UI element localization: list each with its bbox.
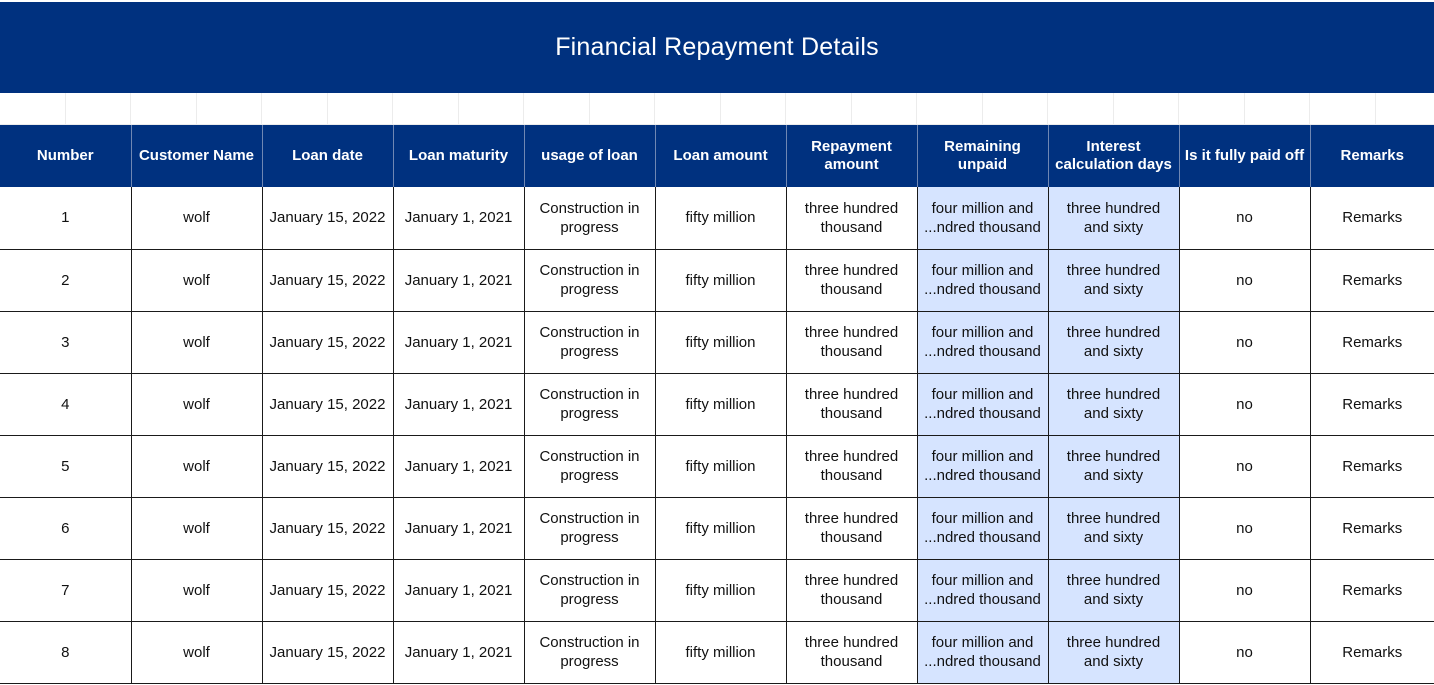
empty-cell[interactable]: [1376, 93, 1434, 125]
cell-loan-amount[interactable]: fifty million: [655, 373, 786, 435]
header-number[interactable]: Number: [0, 125, 131, 187]
cell-remarks[interactable]: Remarks: [1310, 373, 1434, 435]
cell-loan-amount[interactable]: fifty million: [655, 435, 786, 497]
empty-cell[interactable]: [655, 93, 721, 125]
cell-customer-name[interactable]: wolf: [131, 435, 262, 497]
cell-loan-date[interactable]: January 15, 2022: [262, 621, 393, 683]
remaining-unpaid-line-2: ...ndred thousand: [924, 405, 1041, 422]
cell-remarks[interactable]: Remarks: [1310, 435, 1434, 497]
header-remarks[interactable]: Remarks: [1310, 125, 1434, 187]
page-title: Financial Repayment Details: [555, 33, 879, 61]
cell-loan-maturity[interactable]: January 1, 2021: [393, 435, 524, 497]
table-row: [0, 435, 1434, 497]
remaining-unpaid-line-1: four million and: [931, 199, 1034, 217]
cell-usage-of-loan[interactable]: Construction in progress: [524, 559, 655, 621]
cell-repayment-amount[interactable]: three hundred thousand: [786, 187, 917, 249]
cell-usage-of-loan[interactable]: Construction in progress: [524, 497, 655, 559]
header-usage-of-loan[interactable]: usage of loan: [524, 125, 655, 187]
cell-number[interactable]: 3: [0, 311, 131, 373]
cell-loan-maturity[interactable]: January 1, 2021: [393, 373, 524, 435]
cell-remaining-unpaid[interactable]: [917, 311, 1048, 373]
cell-usage-of-loan[interactable]: Construction in progress: [524, 621, 655, 683]
header-remaining-unpaid[interactable]: Remaining unpaid: [917, 125, 1048, 187]
empty-cell[interactable]: [786, 93, 852, 125]
table-body: [0, 187, 1434, 683]
cell-customer-name[interactable]: wolf: [131, 311, 262, 373]
cell-repayment-amount[interactable]: three hundred thousand: [786, 435, 917, 497]
cell-interest-days[interactable]: three hundred and sixty: [1048, 373, 1179, 435]
cell-loan-date[interactable]: January 15, 2022: [262, 559, 393, 621]
remaining-unpaid-line-2: ...ndred thousand: [924, 653, 1041, 670]
cell-fully-paid-off[interactable]: no: [1179, 621, 1310, 683]
header-customer-name[interactable]: Customer Name: [131, 125, 262, 187]
empty-spacer-row[interactable]: [0, 93, 1434, 125]
cell-customer-name[interactable]: wolf: [131, 559, 262, 621]
cell-fully-paid-off[interactable]: no: [1179, 435, 1310, 497]
empty-cell[interactable]: [328, 93, 394, 125]
empty-cell[interactable]: [131, 93, 197, 125]
empty-cell[interactable]: [1048, 93, 1114, 125]
cell-remaining-unpaid[interactable]: [917, 187, 1048, 249]
cell-remaining-unpaid[interactable]: [917, 621, 1048, 683]
empty-cell[interactable]: [1179, 93, 1245, 125]
table-row: [0, 621, 1434, 683]
cell-interest-days[interactable]: three hundred and sixty: [1048, 497, 1179, 559]
cell-fully-paid-off[interactable]: no: [1179, 373, 1310, 435]
cell-customer-name[interactable]: wolf: [131, 497, 262, 559]
cell-loan-date[interactable]: January 15, 2022: [262, 187, 393, 249]
cell-fully-paid-off[interactable]: no: [1179, 559, 1310, 621]
cell-remarks[interactable]: Remarks: [1310, 559, 1434, 621]
cell-interest-days[interactable]: three hundred and sixty: [1048, 559, 1179, 621]
cell-remaining-unpaid[interactable]: [917, 249, 1048, 311]
cell-loan-amount[interactable]: fifty million: [655, 621, 786, 683]
cell-loan-date[interactable]: January 15, 2022: [262, 373, 393, 435]
cell-loan-amount[interactable]: fifty million: [655, 497, 786, 559]
cell-loan-maturity[interactable]: January 1, 2021: [393, 187, 524, 249]
cell-loan-amount[interactable]: fifty million: [655, 249, 786, 311]
cell-number[interactable]: 4: [0, 373, 131, 435]
repayment-table: [0, 125, 1434, 684]
empty-cell[interactable]: [262, 93, 328, 125]
remaining-unpaid-line-2: ...ndred thousand: [924, 591, 1041, 608]
cell-repayment-amount[interactable]: three hundred thousand: [786, 249, 917, 311]
cell-fully-paid-off[interactable]: no: [1179, 249, 1310, 311]
cell-usage-of-loan[interactable]: Construction in progress: [524, 249, 655, 311]
header-loan-date[interactable]: Loan date: [262, 125, 393, 187]
cell-usage-of-loan[interactable]: Construction in progress: [524, 373, 655, 435]
empty-cell[interactable]: [66, 93, 132, 125]
cell-usage-of-loan[interactable]: Construction in progress: [524, 187, 655, 249]
cell-remaining-unpaid[interactable]: [917, 497, 1048, 559]
remaining-unpaid-line-1: four million and: [931, 448, 1034, 465]
cell-fully-paid-off[interactable]: no: [1179, 311, 1310, 373]
empty-cell[interactable]: [917, 93, 983, 125]
table-row: [0, 559, 1434, 621]
cell-loan-maturity[interactable]: January 1, 2021: [393, 559, 524, 621]
remaining-unpaid-line-1: four million and: [931, 634, 1034, 651]
empty-cell[interactable]: [590, 93, 656, 125]
remaining-unpaid-line-1: four million and: [931, 324, 1034, 341]
cell-loan-date[interactable]: January 15, 2022: [262, 249, 393, 311]
cell-loan-date[interactable]: January 15, 2022: [262, 435, 393, 497]
cell-loan-maturity[interactable]: January 1, 2021: [393, 311, 524, 373]
cell-loan-date[interactable]: January 15, 2022: [262, 311, 393, 373]
table-row: [0, 249, 1434, 311]
remaining-unpaid-line-2: ...ndred thousand: [924, 218, 1041, 236]
cell-number[interactable]: 1: [0, 187, 131, 249]
cell-interest-days[interactable]: three hundred and sixty: [1048, 621, 1179, 683]
cell-loan-amount[interactable]: fifty million: [655, 559, 786, 621]
header-loan-amount[interactable]: Loan amount: [655, 125, 786, 187]
remaining-unpaid-line-1: four million and: [931, 572, 1034, 589]
cell-number[interactable]: 5: [0, 435, 131, 497]
header-repayment-amount[interactable]: Repayment amount: [786, 125, 917, 187]
empty-cell[interactable]: [459, 93, 525, 125]
cell-loan-date[interactable]: January 15, 2022: [262, 497, 393, 559]
cell-remaining-unpaid[interactable]: [917, 559, 1048, 621]
cell-usage-of-loan[interactable]: Construction in progress: [524, 435, 655, 497]
header-row: [0, 125, 1434, 187]
cell-interest-days[interactable]: three hundred and sixty: [1048, 311, 1179, 373]
title-banner[interactable]: [0, 2, 1434, 93]
cell-repayment-amount[interactable]: three hundred thousand: [786, 559, 917, 621]
remaining-unpaid-line-1: four million and: [931, 386, 1034, 403]
cell-remarks[interactable]: Remarks: [1310, 621, 1434, 683]
cell-fully-paid-off[interactable]: no: [1179, 497, 1310, 559]
cell-interest-days[interactable]: three hundred and sixty: [1048, 187, 1179, 249]
cell-remarks[interactable]: Remarks: [1310, 497, 1434, 559]
cell-usage-of-loan[interactable]: Construction in progress: [524, 311, 655, 373]
cell-loan-maturity[interactable]: January 1, 2021: [393, 497, 524, 559]
cell-remarks[interactable]: Remarks: [1310, 249, 1434, 311]
empty-cell[interactable]: [983, 93, 1049, 125]
empty-cell[interactable]: [1114, 93, 1180, 125]
cell-loan-maturity[interactable]: January 1, 2021: [393, 621, 524, 683]
cell-customer-name[interactable]: wolf: [131, 249, 262, 311]
empty-cell[interactable]: [1310, 93, 1376, 125]
cell-loan-maturity[interactable]: January 1, 2021: [393, 249, 524, 311]
header-fully-paid-off[interactable]: Is it fully paid off: [1179, 125, 1310, 187]
cell-repayment-amount[interactable]: three hundred thousand: [786, 311, 917, 373]
table-row: [0, 311, 1434, 373]
cell-interest-days[interactable]: three hundred and sixty: [1048, 249, 1179, 311]
cell-customer-name[interactable]: wolf: [131, 621, 262, 683]
cell-remarks[interactable]: Remarks: [1310, 187, 1434, 249]
header-loan-maturity[interactable]: Loan maturity: [393, 125, 524, 187]
cell-number[interactable]: 7: [0, 559, 131, 621]
empty-cell[interactable]: [721, 93, 787, 125]
table-row: [0, 373, 1434, 435]
cell-customer-name[interactable]: wolf: [131, 373, 262, 435]
remaining-unpaid-line-2: ...ndred thousand: [924, 343, 1041, 360]
remaining-unpaid-line-1: four million and: [931, 262, 1034, 279]
cell-repayment-amount[interactable]: three hundred thousand: [786, 497, 917, 559]
cell-remarks[interactable]: Remarks: [1310, 311, 1434, 373]
cell-number[interactable]: 8: [0, 621, 131, 683]
cell-fully-paid-off[interactable]: no: [1179, 187, 1310, 249]
cell-repayment-amount[interactable]: three hundred thousand: [786, 373, 917, 435]
remaining-unpaid-line-2: ...ndred thousand: [924, 529, 1041, 546]
empty-cell[interactable]: [852, 93, 918, 125]
remaining-unpaid-line-1: four million and: [931, 510, 1034, 527]
cell-loan-amount[interactable]: fifty million: [655, 187, 786, 249]
cell-number[interactable]: 6: [0, 497, 131, 559]
cell-remaining-unpaid[interactable]: [917, 435, 1048, 497]
cell-loan-amount[interactable]: fifty million: [655, 311, 786, 373]
remaining-unpaid-line-2: ...ndred thousand: [924, 281, 1041, 298]
empty-cell[interactable]: [393, 93, 459, 125]
empty-cell[interactable]: [524, 93, 590, 125]
empty-cell[interactable]: [1245, 93, 1311, 125]
cell-number[interactable]: 2: [0, 249, 131, 311]
header-interest-days[interactable]: Interest calculation days: [1048, 125, 1179, 187]
empty-cell[interactable]: [0, 93, 66, 125]
remaining-unpaid-line-2: ...ndred thousand: [924, 467, 1041, 484]
cell-remaining-unpaid[interactable]: [917, 373, 1048, 435]
cell-repayment-amount[interactable]: three hundred thousand: [786, 621, 917, 683]
cell-interest-days[interactable]: three hundred and sixty: [1048, 435, 1179, 497]
empty-cell[interactable]: [197, 93, 263, 125]
table-row: [0, 497, 1434, 559]
cell-customer-name[interactable]: wolf: [131, 187, 262, 249]
table-row: [0, 187, 1434, 249]
